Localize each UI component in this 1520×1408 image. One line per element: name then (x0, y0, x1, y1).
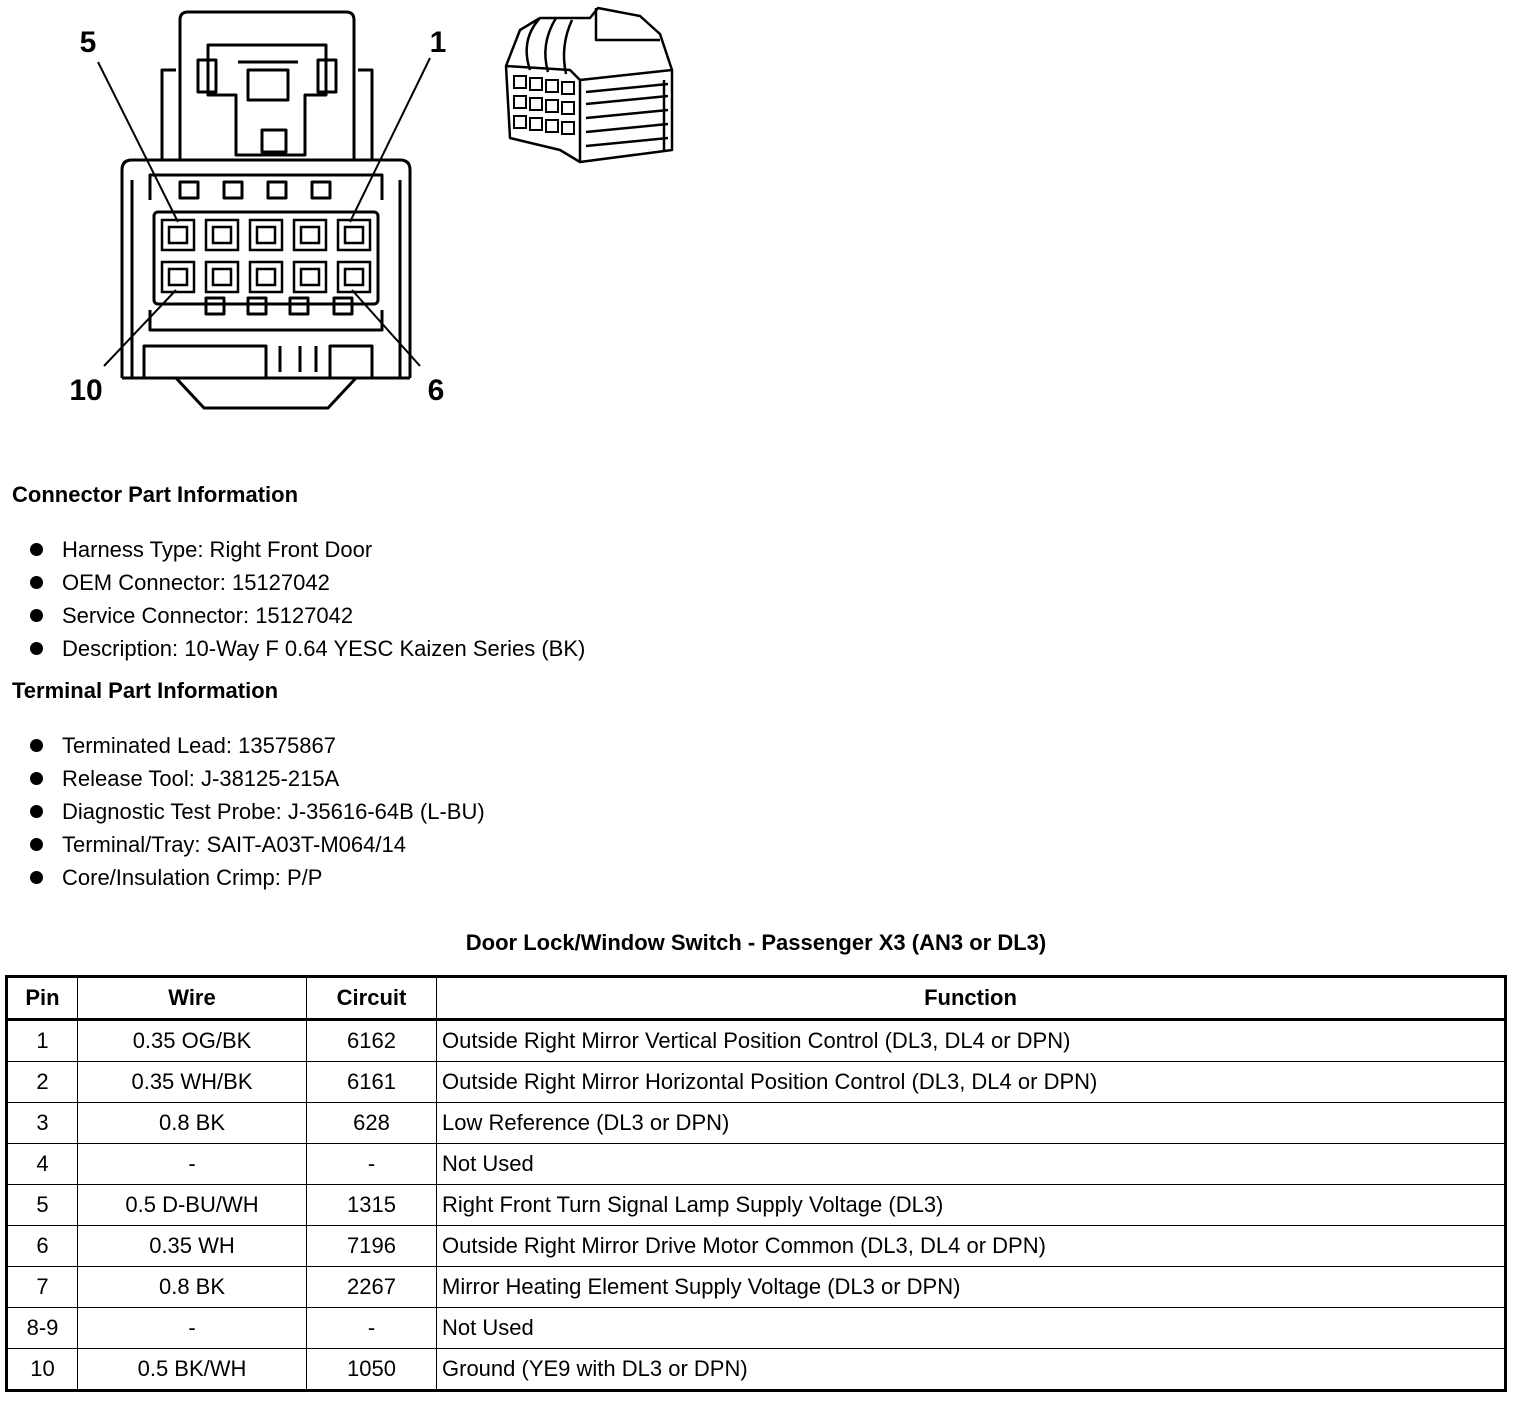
circuit-cell: - (307, 1308, 437, 1349)
pinout-table (5, 975, 1507, 1392)
pin-cell: 3 (7, 1103, 78, 1144)
circuit-cell: 6162 (307, 1020, 437, 1062)
column-header-wire: Wire (78, 977, 307, 1020)
pin-cell: 7 (7, 1267, 78, 1308)
table-row (7, 1144, 1506, 1185)
function-cell: Right Front Turn Signal Lamp Supply Voltage (DL3) (437, 1185, 1506, 1226)
bullet-icon (30, 871, 43, 884)
pin-label-10: 10 (69, 374, 103, 407)
connector-isometric-illustration (500, 0, 700, 175)
list-item: Description: 10-Way F 0.64 YESC Kaizen Series (BK) (28, 632, 585, 665)
bullet-icon (30, 576, 43, 589)
circuit-cell: 7196 (307, 1226, 437, 1267)
bullet-icon (30, 838, 43, 851)
connector-part-info-heading: Connector Part Information (12, 482, 299, 507)
column-header-circuit: Circuit (307, 977, 437, 1020)
terminal-part-info-heading: Terminal Part Information (12, 678, 279, 703)
wire-cell: 0.35 OG/BK (78, 1020, 307, 1062)
table-row (7, 1062, 1506, 1103)
table-row (7, 1226, 1506, 1267)
function-cell: Not Used (437, 1308, 1506, 1349)
pin-cell: 5 (7, 1185, 78, 1226)
list-item: Diagnostic Test Probe: J-35616-64B (L-BU) (28, 795, 485, 828)
table-row (7, 1308, 1506, 1349)
bullet-icon (30, 609, 43, 622)
function-cell: Mirror Heating Element Supply Voltage (DL3 or DPN) (437, 1267, 1506, 1308)
connector-face-diagram (40, 0, 470, 420)
list-item: Service Connector: 15127042 (28, 599, 585, 632)
table-row (7, 1349, 1506, 1391)
wire-cell: 0.35 WH/BK (78, 1062, 307, 1103)
bullet-icon (30, 543, 43, 556)
circuit-cell: - (307, 1144, 437, 1185)
list-item: Core/Insulation Crimp: P/P (28, 861, 485, 894)
circuit-cell: 2267 (307, 1267, 437, 1308)
list-item: Terminal/Tray: SAIT-A03T-M064/14 (28, 828, 485, 861)
function-cell: Outside Right Mirror Vertical Position Control (DL3, DL4 or DPN) (437, 1020, 1506, 1062)
circuit-cell: 628 (307, 1103, 437, 1144)
wire-cell: 0.8 BK (78, 1267, 307, 1308)
wire-cell: 0.35 WH (78, 1226, 307, 1267)
pin-label-5: 5 (79, 26, 97, 59)
terminal-part-info-list (28, 729, 485, 894)
wire-cell: 0.8 BK (78, 1103, 307, 1144)
pin-cell: 10 (7, 1349, 78, 1391)
circuit-cell: 1315 (307, 1185, 437, 1226)
pin-label-6: 6 (427, 374, 445, 407)
list-item: OEM Connector: 15127042 (28, 566, 585, 599)
column-header-function: Function (437, 977, 1506, 1020)
pin-cell: 4 (7, 1144, 78, 1185)
table-header-row (7, 977, 1506, 1020)
pin-cell: 2 (7, 1062, 78, 1103)
function-cell: Outside Right Mirror Horizontal Position Control (DL3, DL4 or DPN) (437, 1062, 1506, 1103)
wire-cell: 0.5 D-BU/WH (78, 1185, 307, 1226)
table-row (7, 1267, 1506, 1308)
function-cell: Not Used (437, 1144, 1506, 1185)
table-row (7, 1185, 1506, 1226)
bullet-icon (30, 642, 43, 655)
wire-cell: 0.5 BK/WH (78, 1349, 307, 1391)
list-item: Release Tool: J-38125-215A (28, 762, 485, 795)
list-item: Harness Type: Right Front Door (28, 533, 585, 566)
function-cell: Outside Right Mirror Drive Motor Common (DL3, DL4 or DPN) (437, 1226, 1506, 1267)
wire-cell: - (78, 1144, 307, 1185)
function-cell: Low Reference (DL3 or DPN) (437, 1103, 1506, 1144)
list-item: Terminated Lead: 13575867 (28, 729, 485, 762)
bullet-icon (30, 739, 43, 752)
pin-label-1: 1 (429, 26, 447, 59)
connector-part-info-list (28, 533, 585, 665)
circuit-cell: 6161 (307, 1062, 437, 1103)
table-row (7, 1020, 1506, 1062)
bullet-icon (30, 772, 43, 785)
pin-cell: 6 (7, 1226, 78, 1267)
function-cell: Ground (YE9 with DL3 or DPN) (437, 1349, 1506, 1391)
pin-cell: 1 (7, 1020, 78, 1062)
column-header-pin: Pin (7, 977, 78, 1020)
table-row (7, 1103, 1506, 1144)
pinout-table-title: Door Lock/Window Switch - Passenger X3 (AN3 or DL3) (465, 930, 1047, 955)
circuit-cell: 1050 (307, 1349, 437, 1391)
wire-cell: - (78, 1308, 307, 1349)
pin-cell: 8-9 (7, 1308, 78, 1349)
bullet-icon (30, 805, 43, 818)
